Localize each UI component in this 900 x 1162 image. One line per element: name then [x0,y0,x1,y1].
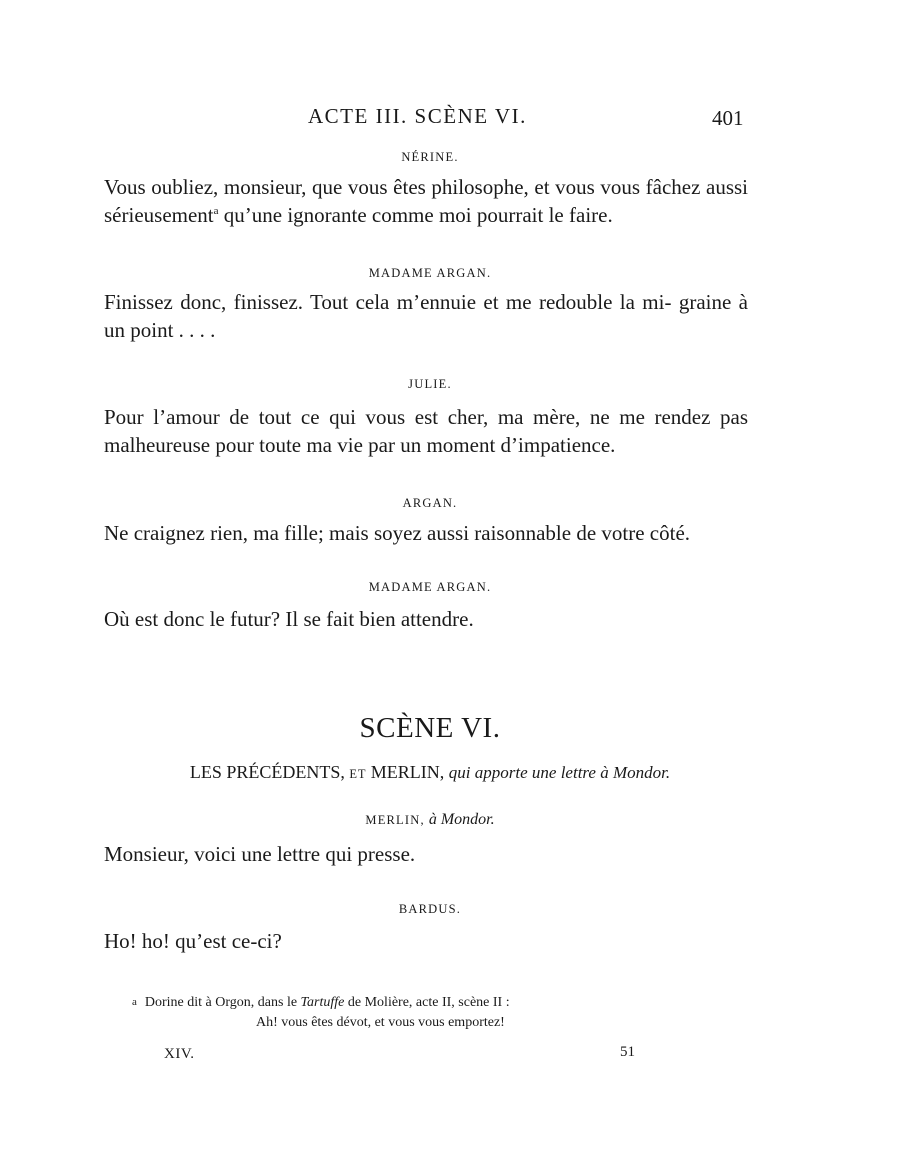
speech-line: Ne craignez rien, ma fille; mais soyez aussi raisonnable de votre côté. [104,521,691,545]
persons-precedents: LES PRÉCÉDENTS, [189,762,345,782]
speech-bardus [104,927,748,955]
speaker-madame-argan: MADAME ARGAN. [368,266,492,280]
speaker-bardus: BARDUS. [398,902,462,916]
speaker-merlin-name: MERLIN, [365,813,425,827]
speech-line: Monsieur, voici une lettre qui presse. [104,842,416,866]
speech-line: Vous oubliez, monsieur, que vous êtes philosophe, et vous vous [104,175,641,199]
speech-argan [104,519,748,547]
speaker-merlin-aside: à Mondor. [428,811,495,828]
footnote [132,992,752,1033]
speech-line: Où est donc le futur? Il se fait bien attendre. [104,607,474,631]
speech-line: Pour l’amour de tout ce qui vous est cher, ma mère, ne me rendez [104,405,711,429]
speech-line: fâchez aussi sérieusement [104,175,749,227]
speech-line: qu’une ignorante comme moi pourrait le [223,203,564,227]
speech-madame-argan-2 [104,605,748,633]
speaker-nerine: NÉRINE. [401,150,459,164]
running-head [0,104,900,134]
sheet-number: 51 [620,1044,635,1060]
persons-conjunction: ET [349,767,367,781]
speech-nerine [104,173,748,229]
footnote-text-after: de Molière, acte II, scène II : [347,995,510,1010]
footnote-work-title: Tartuffe [300,995,345,1010]
footnote-text-before: Dorine dit à Orgon, dans le [144,995,298,1010]
speaker-madame-argan-2: MADAME ARGAN. [368,580,492,594]
speech-julie [104,403,748,459]
scene-persons [0,762,860,783]
speech-merlin [104,840,748,868]
persons-merlin: MERLIN, [370,762,445,782]
speaker-argan: ARGAN. [402,496,458,510]
running-title: ACTE III. SCÈNE VI. [308,104,527,128]
footnote-marker: a [132,996,137,1008]
speech-line: pas malheureuse pour toute ma vie par un moment d’impatience. [104,405,748,457]
footnote-reference: a [213,205,219,217]
speech-line: faire. [569,203,613,227]
speech-madame-argan [104,288,748,344]
scene-title: SCÈNE VI. [359,712,501,744]
speech-line: Ho! ho! qu’est ce-ci? [104,929,282,953]
page-number: 401 [712,106,744,130]
speech-line: Finissez donc, finissez. Tout cela m’ennuie et me redouble la mi- [104,290,672,314]
footnote-quote: Ah! vous êtes dévot, et vous vous emportez! [256,1015,505,1030]
speaker-julie: JULIE. [408,377,452,391]
signature-mark: XIV. [164,1046,195,1062]
speech-line: graine à un point . . . . [104,290,748,342]
speaker-merlin [0,811,860,829]
stage-direction: qui apporte une lettre à Mondor. [448,763,671,782]
